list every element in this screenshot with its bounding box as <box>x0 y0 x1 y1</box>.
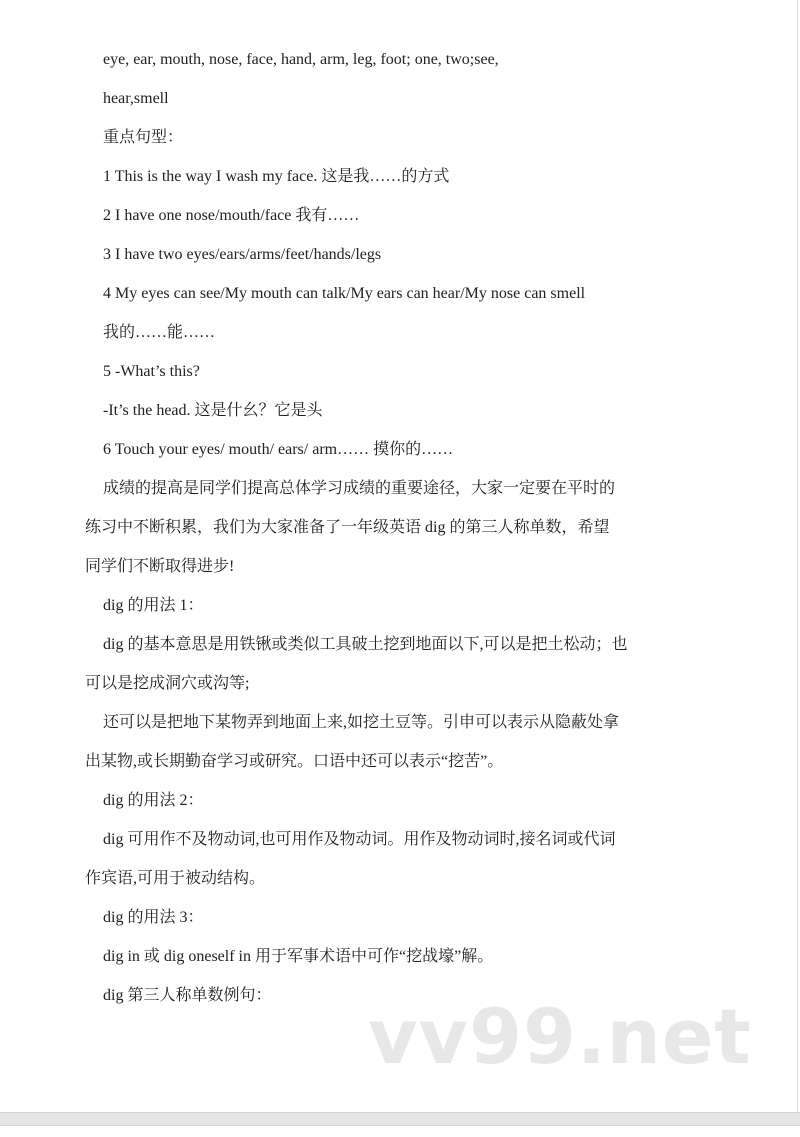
sentence-2: 2 I have one nose/mouth/face 我有…… <box>103 207 360 224</box>
sentence-3: 3 I have two eyes/ears/arms/feet/hands/legs <box>103 246 382 263</box>
usage-heading-1: dig 的用法 1： <box>103 597 204 614</box>
section-heading: 重点句型： <box>103 129 184 146</box>
watermark: vv99.net <box>368 992 752 1081</box>
sentence-5-answer: -It’s the head. 这是什幺？它是头 <box>103 402 323 419</box>
usage-heading-2: dig 的用法 2： <box>103 792 204 809</box>
sentence-4: 4 My eyes can see/My mouth can talk/My ears can hear/My nose can smell <box>103 285 586 302</box>
paragraph-line: 作宾语,可用于被动结构。 <box>85 870 266 887</box>
sentence-4-translation: 我的……能…… <box>103 324 216 341</box>
paragraph-line: 练习中不断积累，我们为大家准备了一年级英语 dig 的第三人称单数，希望 <box>85 519 610 536</box>
sentence-6: 6 Touch your eyes/ mouth/ ears/ arm…… 摸你的…… <box>103 441 454 458</box>
paragraph-line: dig in 或 dig oneself in 用于军事术语中可作“挖战壕”解。 <box>103 948 494 965</box>
vocab-line: eye, ear, mouth, nose, face, hand, arm, leg, foot; one, two;see, <box>103 51 499 68</box>
paragraph-line: 成绩的提高是同学们提高总体学习成绩的重要途径，大家一定要在平时的 <box>103 480 616 497</box>
sentence-5: 5 -What’s this? <box>103 363 200 380</box>
paragraph-line: 同学们不断取得进步! <box>85 558 235 575</box>
sentence-1: 1 This is the way I wash my face. 这是我……的方式 <box>103 168 450 185</box>
paragraph-line: dig 的基本意思是用铁锹或类似工具破土挖到地面以下,可以是把土松动；也 <box>103 636 628 653</box>
paragraph-line: 出某物,或长期勤奋学习或研究。口语中还可以表示“挖苦”。 <box>85 753 504 770</box>
paragraph-line: dig 可用作不及物动词,也可用作及物动词。用作及物动词时,接名词或代词 <box>103 831 616 848</box>
vocab-line-cont: hear,smell <box>103 90 169 107</box>
page-separator <box>0 1112 800 1126</box>
paragraph-line: 可以是挖成洞穴或沟等; <box>85 675 250 692</box>
paragraph-line: 还可以是把地下某物弄到地面上来,如挖土豆等。引申可以表示从隐蔽处拿 <box>103 714 620 731</box>
usage-heading-3: dig 的用法 3： <box>103 909 204 926</box>
examples-heading: dig 第三人称单数例句： <box>103 987 272 1004</box>
